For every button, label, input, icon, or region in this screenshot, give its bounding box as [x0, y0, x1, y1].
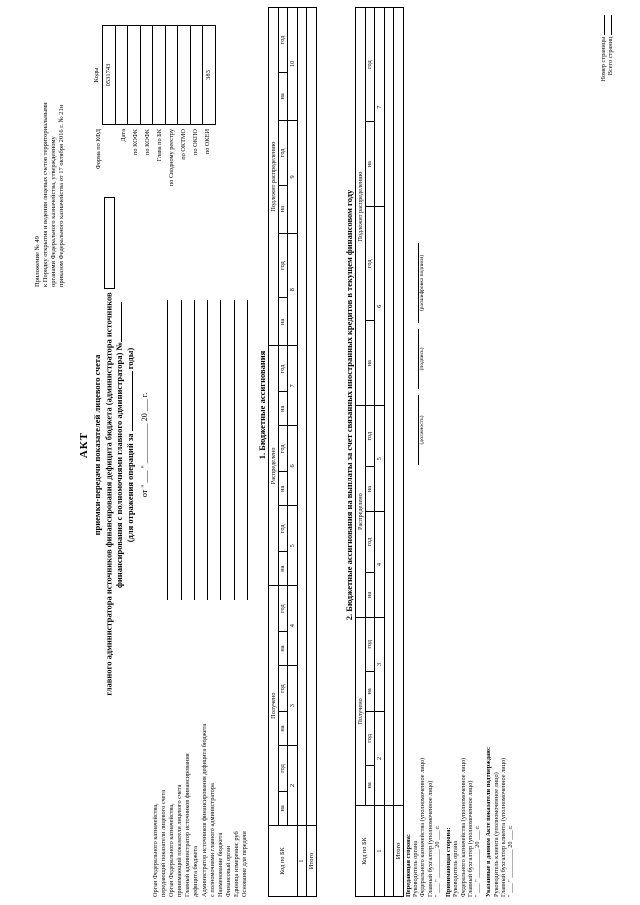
na-cell: на — [278, 298, 288, 346]
client-head-label: Руководитель клиента (уполномоченное лицо) — [492, 772, 500, 897]
head-org-label-2: Федерального казначейства (уполномоченное лицо) — [419, 757, 427, 897]
god-cell: год — [278, 8, 288, 73]
codes-table — [92, 25, 216, 125]
date-line[interactable]: " ___ " _________ 20 ___ г. — [507, 825, 515, 897]
date-line[interactable]: " ___ " _________ 20 ___ г. — [474, 825, 482, 897]
requisite-field[interactable] — [168, 300, 181, 600]
form-code-value: 0531743 — [103, 26, 116, 125]
title-line-2: приемки-передачи показателей лицевого счета — [92, 354, 102, 536]
period-label: (для отражения операций за — [125, 433, 135, 543]
signature-fields — [418, 225, 425, 465]
col-num: 2 — [288, 746, 298, 826]
na-cell: на — [365, 122, 375, 207]
document-title: АКТ — [78, 431, 90, 459]
code-label: по ОКЕИ — [204, 129, 211, 155]
code-label: Дата — [120, 129, 127, 142]
group-received-header: Получено — [356, 617, 366, 805]
group-sub-header: Подлежит распределению — [356, 8, 366, 406]
appendix-line: приказом Федерального казначейства от 17 октября 2016 г. № 21н — [58, 104, 66, 287]
section-2-table — [355, 7, 404, 897]
col-code-header: Код по БК — [356, 806, 375, 897]
requisite-label: Администратор источников финансирования дефицита бюджета — [200, 723, 208, 897]
requisite-label: с полномочиями главного администратора — [208, 783, 216, 897]
total-pages-field[interactable] — [611, 15, 612, 35]
na-cell: на — [278, 72, 288, 120]
col-num: 4 — [288, 586, 298, 666]
transfer-title: Передающая сторона: — [405, 834, 412, 897]
codes-labels — [95, 129, 214, 309]
codes-head: Коды — [93, 67, 101, 83]
god-cell: год — [278, 233, 288, 298]
requisite-label: Главный администратор источников финансирования — [184, 753, 192, 897]
requisite-label: дефицита бюджета — [192, 846, 200, 897]
total-row — [394, 8, 404, 806]
group-distributed-header: Распределено — [356, 406, 366, 618]
code-okpo[interactable] — [190, 26, 203, 125]
na-cell: на — [365, 765, 375, 805]
code-label: по Сводному реестру — [168, 129, 175, 187]
col-num: 5 — [288, 506, 298, 586]
god-cell: год — [365, 617, 375, 671]
code-kofk-1[interactable] — [128, 26, 141, 125]
na-cell: на — [278, 632, 288, 666]
col-num: 10 — [288, 8, 298, 121]
col-code-header: Код по БК — [269, 826, 298, 897]
caption: (расшифровка подписи) — [419, 254, 425, 312]
head-org-label: Руководитель органа — [412, 841, 420, 897]
requisite-field[interactable] — [182, 300, 195, 600]
requisite-label: Основание для передачи — [241, 831, 249, 897]
total-label: Итого — [394, 806, 404, 897]
requisite-label: Единица измерения: руб — [232, 831, 240, 897]
client-acc-label: Главный бухгалтер клиента (уполномоченное лицо) — [499, 757, 507, 897]
receive-title: Принимающая сторона: — [445, 827, 453, 897]
group-sub-header: Подлежит распределению — [269, 8, 279, 346]
requisite-field[interactable] — [155, 300, 168, 600]
na-cell: на — [278, 392, 288, 426]
section-1-title: 1. Бюджетные ассигнования — [257, 350, 267, 460]
col-num: 3 — [375, 617, 385, 711]
god-cell: год — [278, 506, 288, 552]
appendix-line: Приложение № 49 — [34, 236, 41, 287]
col-num: 9 — [288, 121, 298, 234]
na-cell: на — [278, 472, 288, 506]
code-date[interactable] — [115, 26, 128, 125]
requisite-label: Финансовый орган — [224, 845, 232, 897]
god-cell: год — [278, 121, 288, 186]
col-num: 1 — [375, 806, 385, 897]
admin-code-box[interactable] — [104, 197, 115, 289]
code-label: по КОФК — [144, 129, 151, 155]
page-counter — [600, 15, 614, 175]
head-org-label: Руководитель органа — [452, 841, 460, 897]
caption: (должность) — [419, 415, 425, 445]
total-label: Итого — [307, 826, 317, 897]
col-num: 5 — [375, 406, 385, 512]
code-label: по ОКПО — [192, 129, 199, 155]
requisite-label: Наименование бюджета — [216, 832, 224, 897]
appendix-line: органами Федерального казначейства, утвержденному — [50, 136, 58, 287]
requisite-label: передающий показатели лицевого счета — [160, 789, 168, 897]
requisites-lines — [155, 300, 248, 600]
na-cell: на — [278, 552, 288, 586]
col-num: 7 — [375, 8, 385, 207]
data-row[interactable] — [384, 8, 394, 806]
requisite-field[interactable] — [208, 300, 221, 600]
form-label: Форма по КФД — [95, 129, 102, 170]
period-end: годы) — [125, 347, 135, 370]
col-num: 8 — [288, 233, 298, 346]
god-cell: год — [365, 406, 375, 467]
total-row — [307, 8, 317, 826]
confirm-title: Указанные в данном Акте показатели подтверждаю: — [485, 746, 493, 897]
chief-acc-fk-label: Главный бухгалтер (уполномоченное лицо) — [466, 780, 474, 897]
code-kofk-2[interactable] — [140, 26, 153, 125]
title-line-3-text: главного администратора источников финансирования дефицита бюджета (администратора источников — [103, 292, 114, 696]
god-cell: год — [278, 746, 288, 792]
code-oktmo[interactable] — [178, 26, 191, 125]
appendix-line: к Порядку открытия и ведения лицевых счетов территориальными — [42, 102, 50, 287]
head-org-fk-label: Федерального казначейства (уполномоченное лицо) — [459, 757, 467, 897]
title-line-4-text: финансирования с полномочиями главного администратора) № — [114, 342, 124, 588]
caption: (подпись) — [419, 347, 425, 371]
section-1-table — [268, 7, 317, 897]
code-label: по КОФК — [132, 129, 139, 155]
god-cell: год — [365, 207, 375, 321]
god-cell: год — [365, 512, 375, 573]
na-cell: на — [365, 321, 375, 406]
requisite-label: Орган Федерального казначейства, — [168, 803, 176, 897]
requisite-label: принимающий показатели лицевого счета — [176, 784, 184, 897]
col-num: 1 — [297, 826, 307, 897]
code-label: Глава по БК — [156, 129, 163, 162]
data-cell[interactable] — [384, 806, 394, 897]
code-registry[interactable] — [165, 26, 178, 125]
data-row[interactable] — [297, 8, 307, 826]
code-okei[interactable]: 383 — [203, 26, 216, 125]
group-received-header: Получено — [269, 586, 279, 826]
requisites-labels — [152, 597, 249, 897]
act-date[interactable]: от " ___ " __________ 20 ___ г. — [140, 392, 149, 498]
god-cell: год — [278, 346, 288, 392]
group-distributed-header: Распределено — [269, 346, 279, 586]
appendix-note — [34, 17, 67, 287]
requisite-field[interactable] — [235, 300, 248, 600]
col-num: 4 — [375, 512, 385, 618]
col-num: 6 — [288, 426, 298, 506]
code-label: по ОКТМО — [180, 129, 187, 160]
total-pages-label: Всего страниц — [607, 36, 615, 76]
na-cell: на — [278, 185, 288, 233]
god-cell: год — [278, 586, 288, 632]
god-cell: год — [365, 8, 375, 122]
col-num: 7 — [288, 346, 298, 426]
col-num: 6 — [375, 207, 385, 406]
code-glava[interactable] — [153, 26, 166, 125]
god-cell: год — [365, 711, 375, 765]
date-line[interactable]: " ___ " _________ 20 ___ г. — [433, 825, 441, 897]
requisite-field[interactable] — [221, 300, 234, 600]
page-number-label: Номер страницы — [600, 36, 607, 82]
na-cell: на — [365, 572, 375, 617]
col-num: 3 — [288, 666, 298, 746]
requisite-label: Орган Федерального казначейства, — [152, 803, 159, 897]
na-cell: на — [278, 791, 288, 825]
na-cell: на — [365, 671, 375, 711]
na-cell: на — [278, 711, 288, 745]
page-number-field[interactable] — [604, 15, 605, 35]
god-cell: год — [278, 426, 288, 472]
chief-acc-label: Главный бухгалтер (уполномоченное лицо) — [426, 780, 434, 897]
god-cell: год — [278, 666, 288, 712]
na-cell: на — [365, 467, 375, 512]
requisite-field[interactable] — [195, 300, 208, 600]
period-field[interactable] — [132, 371, 133, 431]
col-num: 2 — [375, 711, 385, 805]
section-2-title: 2. Бюджетные ассигнования на выплаты за счет связанных иностранных кредитов в текущем финансовом году — [344, 189, 354, 621]
